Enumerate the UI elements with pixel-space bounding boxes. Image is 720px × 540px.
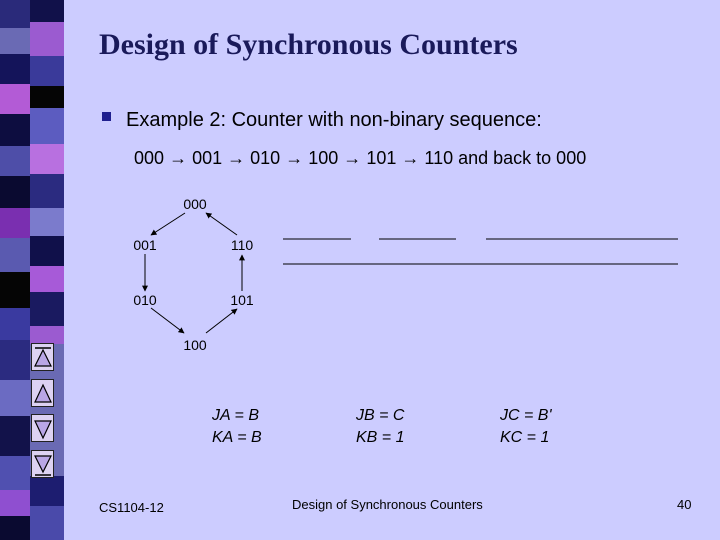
- state-label: 010: [133, 292, 157, 308]
- transition-arrow: [206, 213, 237, 235]
- sequence-tail: and back to 000: [458, 148, 587, 168]
- state-label: 110: [230, 237, 254, 253]
- kc-equation: KC = 1: [500, 429, 550, 446]
- sequence-state: 101: [366, 148, 397, 168]
- bullet-text: Example 2: Counter with non-binary sequence:: [126, 109, 542, 131]
- kb-equation: KB = 1: [356, 429, 405, 446]
- jc-equation: JC = B': [500, 407, 552, 424]
- flipflop-b-equations: [356, 405, 404, 449]
- sequence-state: 110: [424, 148, 454, 168]
- transition-arrow: [206, 309, 237, 333]
- page-number: 40: [677, 497, 692, 512]
- sequence-state: 010: [250, 148, 281, 168]
- flipflop-a-equations: [212, 405, 262, 449]
- jb-equation: JB = C: [356, 407, 405, 424]
- sequence-state: 000: [134, 148, 165, 168]
- transition-arrow: [151, 213, 185, 235]
- state-label: 000: [183, 196, 207, 212]
- flipflop-c-equations: [500, 405, 552, 449]
- footer-title: Design of Synchronous Counters: [292, 497, 483, 512]
- transition-arrow: [151, 308, 184, 333]
- footer-course: CS1104-12: [99, 500, 164, 515]
- arrow-icon: →: [285, 148, 304, 168]
- sequence-state: 100: [308, 148, 339, 168]
- sequence-state: 001: [192, 148, 223, 168]
- arrow-icon: →: [227, 148, 246, 168]
- state-label: 101: [230, 292, 254, 308]
- arrow-icon: →: [401, 148, 420, 168]
- arrow-icon: →: [169, 148, 188, 168]
- state-label: 100: [183, 337, 207, 353]
- arrow-icon: →: [343, 148, 362, 168]
- ka-equation: KA = B: [212, 429, 262, 446]
- slide-title: Design of Synchronous Counters: [99, 28, 518, 61]
- ja-equation: JA = B: [212, 407, 259, 424]
- state-label: 001: [133, 237, 157, 253]
